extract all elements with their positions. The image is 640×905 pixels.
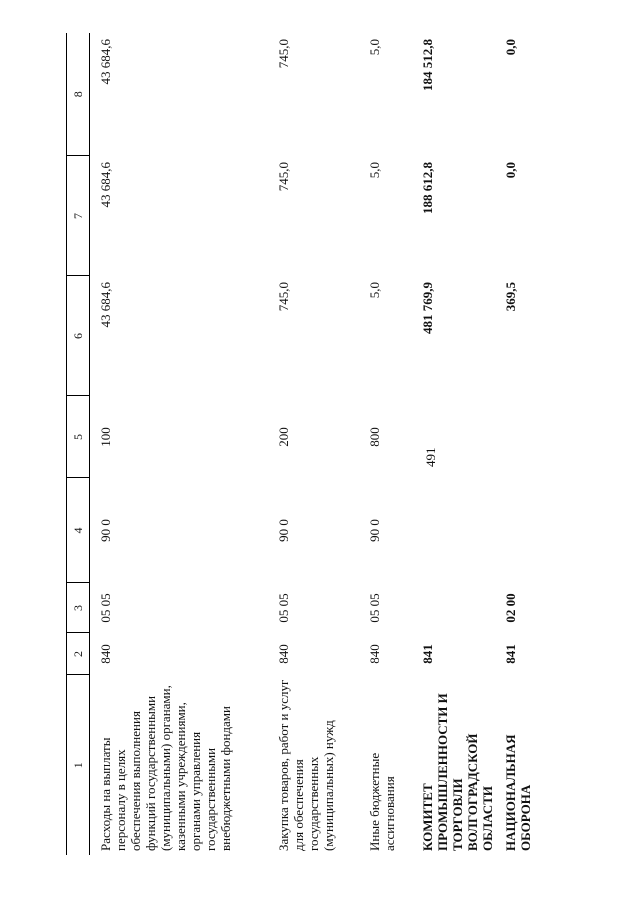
cell-ministry: 840 [367, 644, 382, 664]
col-header: 4 [67, 478, 90, 583]
row-name: Иные бюджетные ассигнования [367, 752, 397, 851]
cell-ministry: 841 [503, 644, 518, 664]
cell-target [495, 478, 543, 583]
cell-section: 05 05 [276, 593, 291, 623]
cell-amount: 5,0 [367, 162, 382, 179]
row-name: Расходы на выплаты персоналу в целях обеспечения выполнения функций государственными (муниципальными) органами, казенными учреждениями, органами управления государственными внебюджетными фондами [98, 685, 233, 851]
cell-expense-type: 200 [276, 427, 291, 447]
header-row [67, 33, 90, 855]
cell-target [412, 478, 495, 583]
cell-amount: 745,0 [276, 162, 291, 192]
cell-section: 02 00 [503, 593, 518, 623]
cell-expense-type [495, 396, 543, 478]
cell-amount: 0,0 [503, 162, 518, 179]
cell-amount: 5,0 [367, 282, 382, 299]
cell-amount: 43 684,6 [98, 162, 113, 208]
table-row [90, 33, 269, 855]
col-header: 6 [67, 276, 90, 396]
row-name: НАЦИОНАЛЬНАЯ ОБОРОНА [503, 734, 533, 851]
cell-target: 90 0 [98, 519, 113, 542]
table-row [268, 33, 359, 855]
cell-amount: 184 512,8 [420, 39, 435, 91]
col-header: 3 [67, 583, 90, 633]
cell-section: 05 05 [98, 593, 113, 623]
budget-table [66, 33, 543, 855]
cell-section [412, 583, 495, 633]
cell-amount: 369,5 [503, 282, 518, 312]
cell-amount: 745,0 [276, 39, 291, 69]
cell-expense-type [412, 396, 495, 478]
row-name: Закупка товаров, работ и услуг для обеспечения государственных (муниципальных) нужд [276, 679, 336, 851]
cell-amount: 481 769,9 [420, 282, 435, 334]
col-header: 2 [67, 633, 90, 675]
cell-ministry: 840 [98, 644, 113, 664]
cell-amount: 188 612,8 [420, 162, 435, 214]
cell-ministry: 840 [276, 644, 291, 664]
cell-ministry: 841 [420, 644, 435, 664]
table-row [359, 33, 412, 855]
page-number: 491 [423, 447, 438, 467]
col-header: 8 [67, 33, 90, 156]
col-header: 5 [67, 396, 90, 478]
col-header: 1 [67, 675, 90, 855]
cell-amount: 43 684,6 [98, 39, 113, 85]
cell-target: 90 0 [367, 519, 382, 542]
cell-expense-type: 800 [367, 427, 382, 447]
cell-expense-type: 100 [98, 427, 113, 447]
cell-amount: 43 684,6 [98, 282, 113, 328]
row-name: КОМИТЕТ ПРОМЫШЛЕННОСТИ И ТОРГОВЛИ ВОЛГОГРАДСКОЙ ОБЛАСТИ [420, 693, 495, 851]
table-row [495, 33, 543, 855]
cell-section: 05 05 [367, 593, 382, 623]
col-header: 7 [67, 156, 90, 276]
table-row [412, 33, 495, 855]
cell-target: 90 0 [276, 519, 291, 542]
cell-amount: 5,0 [367, 39, 382, 56]
cell-amount: 745,0 [276, 282, 291, 312]
cell-amount: 0,0 [503, 39, 518, 56]
